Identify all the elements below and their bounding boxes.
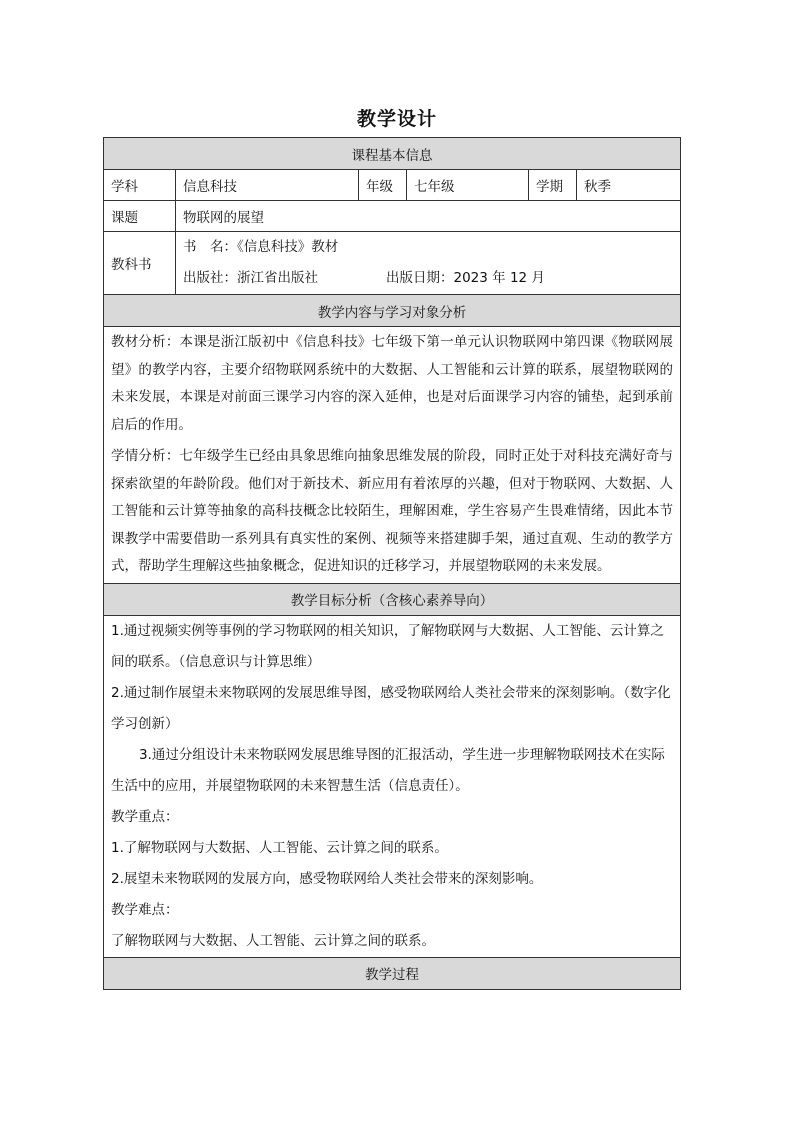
term-label: 学期 [529, 170, 577, 201]
document-title: 教学设计 [356, 108, 437, 130]
publisher: 出版社：浙江省出版社 [183, 270, 318, 286]
difficulty-1: 了解物联网与大数据、人工智能、云计算之间的联系。 [111, 932, 435, 949]
section-basic-info: 课程基本信息 [104, 138, 681, 170]
grade-value: 七年级 [407, 170, 529, 201]
analysis-cell [104, 327, 681, 584]
section-objectives: 教学目标分析（含核心素养导向） [104, 583, 681, 615]
subject-value: 信息科技 [176, 170, 359, 201]
goal-1: 1.通过视频实例等事例的学习物联网的相关知识，了解物联网与大数据、人工智能、云计算之间的联系。（信息意识与计算思维） [111, 622, 664, 670]
publisher-line [183, 263, 673, 294]
goal-3: 3.通过分组设计未来物联网发展思维导图的汇报活动，学生进一步理解物联网技术在实际生活中的应用，并展望物联网的未来智慧生活（信息责任）。 [111, 746, 665, 794]
difficulty-label: 教学难点： [111, 901, 179, 918]
term-value: 秋季 [577, 170, 681, 201]
subject-label: 学科 [104, 170, 176, 201]
grade-label: 年级 [359, 170, 407, 201]
key-points-label: 教学重点： [111, 808, 179, 825]
textbook-label: 教科书 [104, 232, 176, 295]
publish-date: 出版日期：2023 年 12 月 [386, 270, 545, 286]
section-process: 教学过程 [104, 957, 681, 989]
textbook-analysis: 教材分析：本课是浙江版初中《信息科技》七年级下第一单元认识物联网中第四课《物联网展望》的教学内容，主要介绍物联网系统中的大数据、人工智能和云计算的联系，展望物联网的未来发展，本课是对前面三课学习内容的深入延伸，也是对后面课学习内容的铺垫，起到承前启后的作用。 [111, 334, 673, 433]
section-content-analysis: 教学内容与学习对象分析 [104, 295, 681, 327]
book-name: 书 名：《信息科技》教材 [183, 239, 339, 255]
key-point-1: 1.了解物联网与大数据、人工智能、云计算之间的联系。 [111, 839, 448, 856]
topic-value: 物联网的展望 [176, 201, 681, 232]
topic-label: 课题 [104, 201, 176, 232]
objectives-cell [104, 615, 681, 957]
goal-2: 2.通过制作展望未来物联网的发展思维导图，感受物联网给人类社会带来的深刻影响。（数字化学习创新） [111, 684, 671, 732]
learner-analysis: 学情分析：七年级学生已经由具象思维向抽象思维发展的阶段，同时正处于对科技充满好奇与探索欲望的年龄阶段。他们对于新技术、新应用有着浓厚的兴趣，但对于物联网、大数据、人工智能和云计算等抽象的高科技概念比较陌生，理解困难，学生容易产生畏难情绪，因此本节课教学中需要借助一系列具有真实性的案例、视频等来搭建脚手架，通过直观、生动的教学方式，帮助学生理解这些抽象概念，促进知识的迁移学习，并展望物联网的未来发展。 [111, 448, 673, 574]
lesson-plan-table [103, 137, 681, 990]
textbook-info [176, 232, 681, 295]
key-point-2: 2.展望未来物联网的发展方向，感受物联网给人类社会带来的深刻影响。 [111, 870, 543, 887]
